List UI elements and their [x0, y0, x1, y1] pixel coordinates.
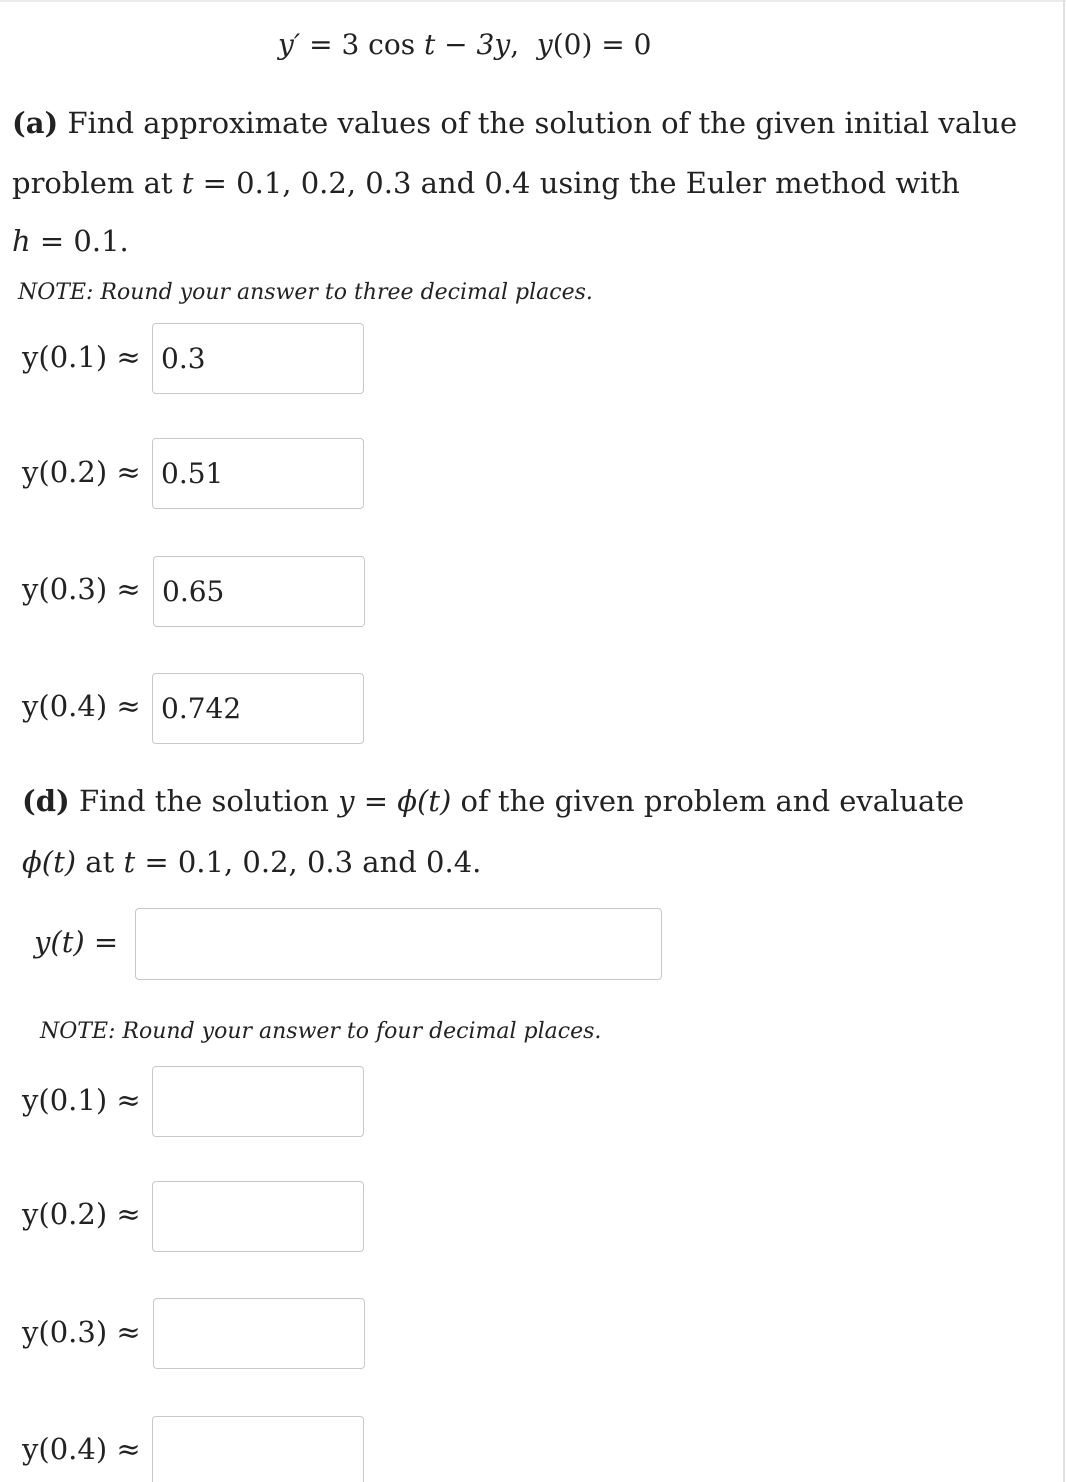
equation-minus-term: 3y: [476, 28, 511, 61]
part-d-answer-input[interactable]: [152, 1181, 364, 1252]
part-d-note: NOTE: Round your answer to four decimal places.: [40, 1019, 602, 1044]
part-d-answer-input[interactable]: [153, 1298, 365, 1369]
part-a-line3: [12, 224, 129, 258]
right-border: [1063, 0, 1065, 1482]
part-a-line1: [12, 106, 1017, 140]
part-a-answer-input[interactable]: [152, 438, 364, 509]
equation-ic-func: y: [536, 28, 553, 61]
part-a-line2-pre: problem at: [12, 166, 173, 200]
part-a-answer-input[interactable]: [153, 556, 365, 627]
part-a-line2: [12, 166, 960, 200]
part-a-label: (a): [12, 106, 59, 140]
part-d-row-label: y(0.3) ≈: [22, 1315, 141, 1349]
top-border: [0, 0, 1066, 2]
part-d-line1-pre: Find the solution: [78, 784, 329, 818]
solution-label: y(t) =: [34, 925, 119, 959]
equation-ic-val: 0: [633, 28, 652, 61]
part-a-row-label: y(0.2) ≈: [22, 455, 141, 489]
solution-input[interactable]: [135, 908, 662, 980]
part-a-line3-post: = 0.1.: [39, 224, 129, 258]
part-a-line1-text: Find approximate values of the solution of the given initial value: [67, 106, 1018, 140]
part-a-line2-var: t: [181, 166, 194, 200]
equation-ic-arg: (0): [552, 28, 593, 61]
part-a-row-label: y(0.3) ≈: [22, 572, 141, 606]
equation-rhs-coef: 3 cos: [341, 28, 416, 61]
part-a-row-label: y(0.1) ≈: [22, 340, 141, 374]
part-d-line2-at: at: [85, 845, 115, 879]
part-d-row-label: y(0.1) ≈: [22, 1083, 141, 1117]
part-d-line1-math: y = ϕ(t): [338, 784, 452, 818]
part-a-answer-input[interactable]: [152, 323, 364, 394]
part-d-answer-input[interactable]: [152, 1416, 364, 1482]
equation-rhs-var: t: [424, 28, 436, 61]
part-d-line2: [22, 845, 481, 879]
part-d-line1: [22, 784, 964, 818]
equation-lhs: y′: [278, 28, 301, 61]
part-d-line1-post: of the given problem and evaluate: [460, 784, 965, 818]
part-d-answer-input[interactable]: [152, 1066, 364, 1137]
part-a-answer-input[interactable]: [152, 673, 364, 744]
part-d-line2-post: = 0.1, 0.2, 0.3 and 0.4.: [144, 845, 482, 879]
part-d-row-label: y(0.2) ≈: [22, 1197, 141, 1231]
part-a-note: NOTE: Round your answer to three decimal places.: [18, 280, 593, 305]
part-a-row-label: y(0.4) ≈: [22, 689, 141, 723]
part-a-line2-post: = 0.1, 0.2, 0.3 and 0.4 using the Euler method with: [202, 166, 960, 200]
part-d-line2-math: ϕ(t): [22, 845, 77, 879]
part-d-row-label: y(0.4) ≈: [22, 1432, 141, 1466]
differential-equation: y′ = 3 cos t − 3y, y(0) = 0: [278, 28, 652, 61]
part-a-line3-var: h: [12, 224, 31, 258]
part-d-label: (d): [22, 784, 70, 818]
part-d-line2-var: t: [123, 845, 136, 879]
